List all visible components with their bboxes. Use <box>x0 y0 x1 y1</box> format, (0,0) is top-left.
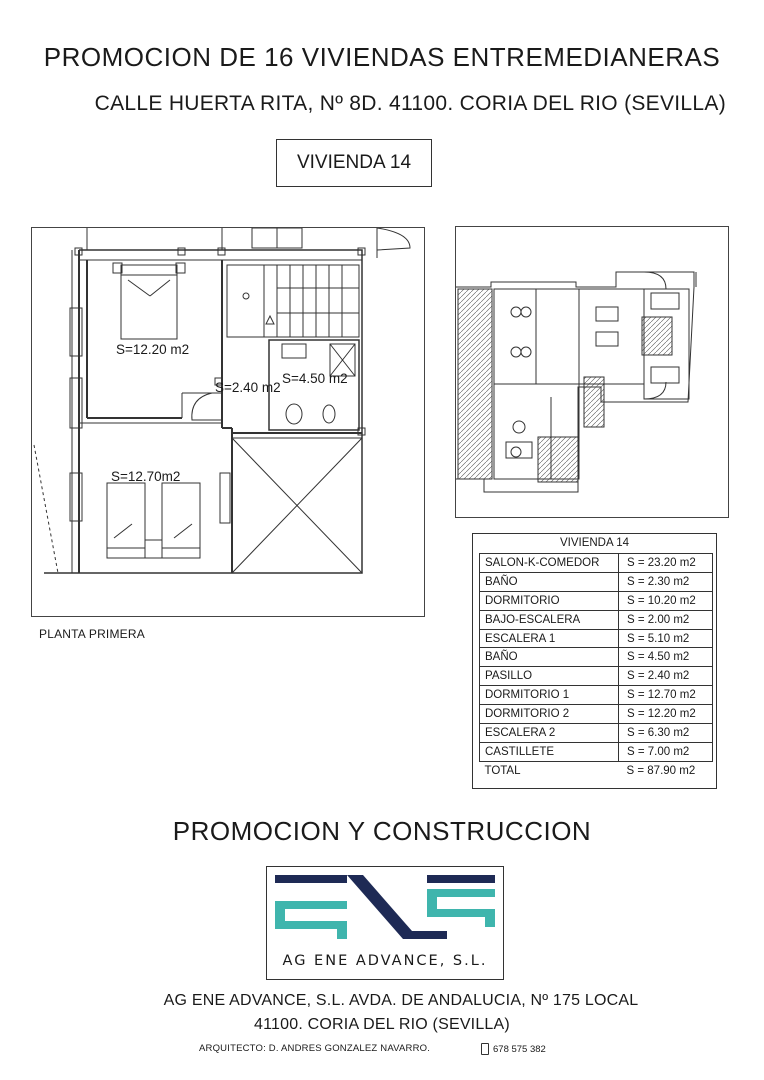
architect-credit: ARQUITECTO: D. ANDRES GONZALEZ NAVARRO. <box>199 1043 431 1054</box>
row-name: DORMITORIO 2 <box>480 705 619 724</box>
site-plan <box>455 226 729 518</box>
area-label-hallway: S=2.40 m2 <box>215 380 281 395</box>
row-name: BAÑO <box>480 648 619 667</box>
floor-plan-label: PLANTA PRIMERA <box>39 627 145 641</box>
row-name: BAÑO <box>480 572 619 591</box>
row-name: BAJO-ESCALERA <box>480 610 619 629</box>
row-value: S = 2.00 m2 <box>619 610 713 629</box>
row-name: PASILLO <box>480 667 619 686</box>
logo-company-name: AG ENE ADVANCE, S.L. <box>282 953 488 969</box>
table-row-total <box>480 761 713 779</box>
table-row <box>480 629 713 648</box>
row-value: S = 12.70 m2 <box>619 686 713 705</box>
row-name: CASTILLETE <box>480 742 619 761</box>
company-logo-mark <box>267 867 503 953</box>
row-value: S = 10.20 m2 <box>619 591 713 610</box>
row-value: S = 4.50 m2 <box>619 648 713 667</box>
phone-contact <box>481 1043 546 1055</box>
row-value: S = 23.20 m2 <box>619 554 713 573</box>
area-label-bedroom-2: S=12.20 m2 <box>116 342 190 357</box>
unit-title-box <box>276 139 432 187</box>
row-name: ESCALERA 2 <box>480 724 619 743</box>
table-row <box>480 554 713 573</box>
total-label: TOTAL <box>484 764 521 777</box>
document-address: CALLE HUERTA RITA, Nº 8D. 41100. CORIA DEL RIO (SEVILLA) <box>94 92 726 115</box>
row-value: S = 2.40 m2 <box>619 667 713 686</box>
row-value: S = 5.10 m2 <box>619 629 713 648</box>
surfaces-table <box>479 553 713 780</box>
row-name: DORMITORIO <box>480 591 619 610</box>
row-name: SALON-K-COMEDOR <box>480 554 619 573</box>
table-row <box>480 724 713 743</box>
company-address-line-2: 41100. CORIA DEL RIO (SEVILLA) <box>254 1016 510 1033</box>
floor-plan-drawing <box>32 228 424 616</box>
promotion-heading: PROMOCION Y CONSTRUCCION <box>172 816 592 846</box>
row-value: S = 6.30 m2 <box>619 724 713 743</box>
row-name: DORMITORIO 1 <box>480 686 619 705</box>
table-row <box>480 686 713 705</box>
floor-plan <box>31 227 425 617</box>
row-value: S = 2.30 m2 <box>619 572 713 591</box>
table-row <box>480 667 713 686</box>
unit-title: VIVIENDA 14 <box>296 152 412 173</box>
total-value: S = 87.90 m2 <box>626 764 696 777</box>
row-value: S = 7.00 m2 <box>619 742 713 761</box>
table-row <box>480 610 713 629</box>
table-row <box>480 705 713 724</box>
area-label-bathroom: S=4.50 m2 <box>282 371 348 386</box>
table-row <box>480 591 713 610</box>
company-logo <box>266 866 504 980</box>
phone-number: 678 575 382 <box>493 1043 546 1055</box>
table-row <box>480 742 713 761</box>
phone-icon <box>481 1043 489 1055</box>
row-value: S = 12.20 m2 <box>619 705 713 724</box>
company-address-line-1: AG ENE ADVANCE, S.L. AVDA. DE ANDALUCIA, Nº 175 LOCAL <box>163 992 639 1009</box>
document-title: PROMOCION DE 16 VIVIENDAS ENTREMEDIANERAS <box>43 42 721 72</box>
row-name: ESCALERA 1 <box>480 629 619 648</box>
surfaces-table-title: VIVIENDA 14 <box>559 537 630 549</box>
table-row <box>480 648 713 667</box>
surfaces-table-box <box>472 533 717 789</box>
site-plan-drawing <box>456 227 728 517</box>
table-row <box>480 572 713 591</box>
area-label-bedroom-1: S=12.70m2 <box>111 469 181 484</box>
